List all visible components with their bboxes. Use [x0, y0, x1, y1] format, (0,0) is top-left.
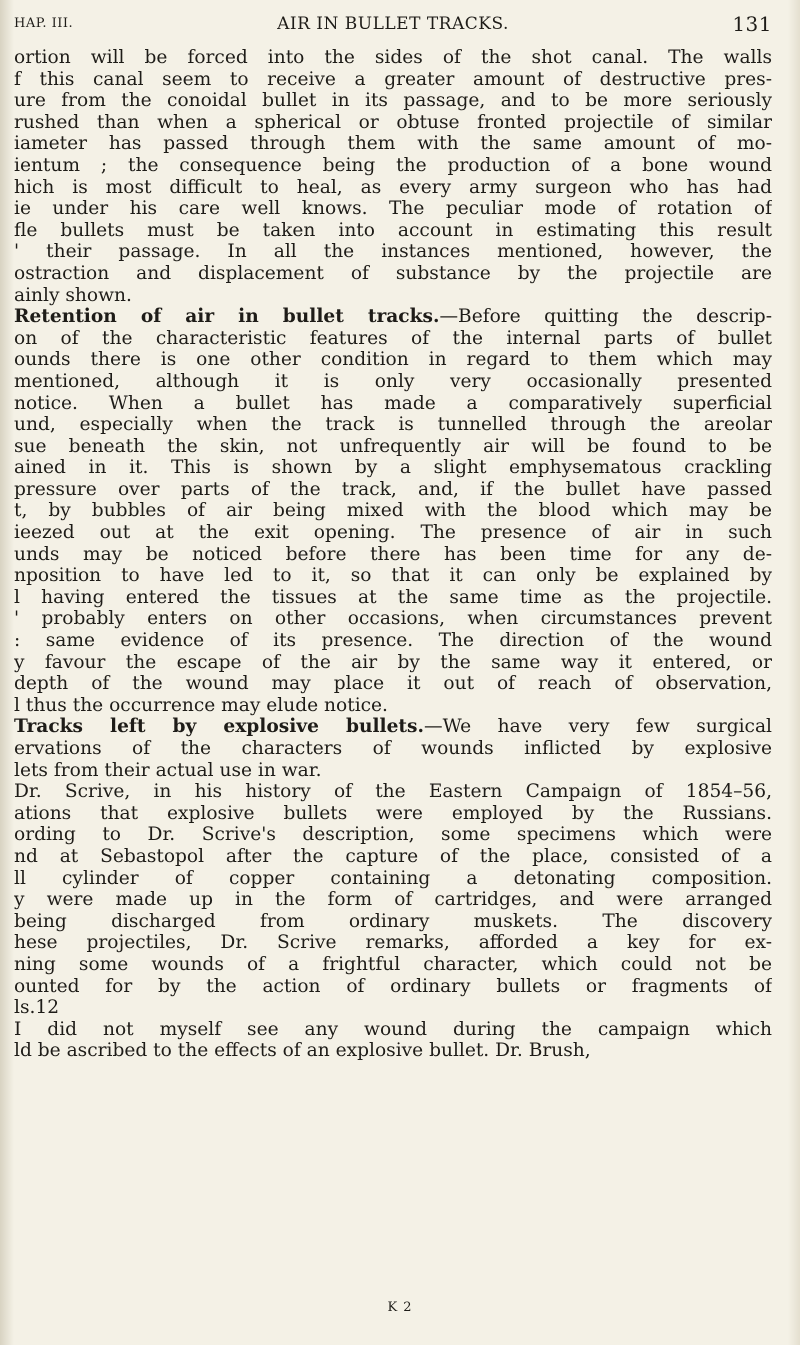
- text-line: [14, 220, 772, 242]
- text-line: [14, 198, 772, 220]
- line-text: hese projectiles, Dr. Scrive remarks, afforded a key for ex-: [14, 932, 772, 954]
- page-number: 131: [732, 12, 772, 36]
- line-text: f this canal seem to receive a greater amount of destructive pres-: [14, 68, 772, 90]
- text-line: [14, 868, 772, 890]
- line-text: notice. When a bullet has made a comparatively superficial: [14, 392, 772, 414]
- line-text: ounted for by the action of ordinary bullets or fragments of: [14, 975, 772, 997]
- text-line: [14, 263, 772, 285]
- line-text: pressure over parts of the track, and, if the bullet have passed: [14, 478, 772, 500]
- text-line: [14, 716, 772, 738]
- line-text: ' probably enters on other occasions, when circumstances prevent: [14, 608, 772, 630]
- text-line: [14, 500, 772, 522]
- text-line: [14, 241, 772, 263]
- page-gutter-shadow: [0, 0, 14, 1345]
- running-title: AIR IN BULLET TRACKS.: [277, 14, 509, 34]
- line-text: ained in it. This is shown by a slight emphysematous crackling: [14, 457, 772, 479]
- text-line: [14, 112, 772, 134]
- line-text: l having entered the tissues at the same time as the projectile.: [14, 586, 772, 608]
- text-line: [14, 630, 772, 652]
- page-edge-shadow: [788, 0, 800, 1345]
- line-text: nposition to have led to it, so that it can only be explained by: [14, 565, 772, 587]
- running-header: [14, 12, 772, 38]
- line-text: ording to Dr. Scrive's description, some specimens which were: [14, 824, 772, 846]
- line-text: ie under his care well knows. The peculiar mode of rotation of: [14, 198, 772, 220]
- text-line: [14, 133, 772, 155]
- line-text: —Before quitting the descrip-: [439, 306, 772, 328]
- line-text: ll cylinder of copper containing a detonating composition.: [14, 867, 772, 889]
- line-text: ervations of the characters of wounds inflicted by explosive: [14, 738, 772, 759]
- line-text: nd at Sebastopol after the capture of the place, consisted of a: [14, 845, 772, 867]
- text-line: [14, 371, 772, 393]
- body-text: [14, 47, 772, 1062]
- text-line: [14, 738, 772, 760]
- line-text: hich is most difficult to heal, as every army surgeon who has had: [14, 176, 772, 198]
- line-text: ainly shown.: [14, 284, 132, 306]
- line-text: : same evidence of its presence. The direction of the wound: [14, 630, 772, 652]
- text-line: [14, 932, 772, 954]
- line-text: mentioned, although it is only very occasionally presented: [14, 370, 772, 392]
- line-text: ' their passage. In all the instances mentioned, however, the: [14, 241, 772, 263]
- line-text: depth of the wound may place it out of reach of observation,: [14, 673, 772, 695]
- line-text: on of the characteristic features of the internal parts of bullet: [14, 327, 772, 349]
- line-text: ortion will be forced into the sides of the shot canal. The walls: [14, 47, 772, 68]
- line-text: ostraction and displacement of substance by the projectile are: [14, 262, 772, 284]
- text-line: [14, 954, 772, 976]
- text-line: [14, 846, 772, 868]
- line-text: sue beneath the skin, not unfrequently air will be found to be: [14, 435, 772, 457]
- line-text: l thus the occurrence may elude notice.: [14, 694, 388, 716]
- line-text: ientum ; the consequence being the production of a bone wound: [14, 154, 772, 176]
- line-text: rushed than when a spherical or obtuse fronted projectile of similar: [14, 111, 772, 133]
- text-line: [14, 306, 772, 328]
- text-line: [14, 479, 772, 501]
- line-text: being discharged from ordinary muskets. The discovery: [14, 910, 772, 932]
- line-text: ls.12: [14, 997, 60, 1019]
- line-text: iameter has passed through them with the same amount of mo-: [14, 133, 772, 155]
- text-line: [14, 393, 772, 415]
- text-line: [14, 47, 772, 69]
- line-text: y favour the escape of the air by the same way it entered, or: [14, 651, 772, 673]
- signature-mark: K 2: [387, 1300, 413, 1315]
- text-line: [14, 911, 772, 933]
- chapter-label: HAP. III.: [14, 16, 74, 31]
- line-text: ld be ascribed to the effects of an explosive bullet. Dr. Brush,: [14, 1040, 591, 1062]
- paragraph-heading: Retention of air in bullet tracks.: [14, 306, 440, 328]
- text-line: [14, 824, 772, 846]
- text-line: [14, 414, 772, 436]
- text-line: [14, 652, 772, 674]
- text-line: [14, 565, 772, 587]
- text-line: [14, 328, 772, 350]
- text-line: [14, 803, 772, 825]
- text-line: [14, 349, 772, 371]
- text-line: [14, 673, 772, 695]
- line-text: lets from their actual use in war.: [14, 759, 322, 781]
- line-text: ure from the conoidal bullet in its passage, and to be more seriously: [14, 90, 772, 112]
- text-line: [14, 544, 772, 566]
- line-text: ounds there is one other condition in regard to them which may: [14, 349, 772, 371]
- text-line: [14, 155, 772, 177]
- text-line: [14, 587, 772, 609]
- line-text: und, especially when the track is tunnelled through the areolar: [14, 414, 772, 436]
- line-text: unds may be noticed before there has been time for any de-: [14, 543, 772, 565]
- line-text: fle bullets must be taken into account in estimating this result: [14, 219, 772, 241]
- text-line: [14, 760, 772, 782]
- line-text: Dr. Scrive, in his history of the Eastern Campaign of 1854–56,: [14, 781, 772, 803]
- text-line: [14, 781, 772, 803]
- text-line: [14, 889, 772, 911]
- text-line: [14, 1019, 772, 1041]
- paragraph-heading: Tracks left by explosive bullets.: [14, 716, 424, 738]
- text-line: [14, 1040, 772, 1062]
- line-text: ning some wounds of a frightful character, which could not be: [14, 953, 772, 975]
- line-text: t, by bubbles of air being mixed with the blood which may be: [14, 500, 772, 522]
- text-line: [14, 522, 772, 544]
- line-text: ations that explosive bullets were employed by the Russians.: [14, 802, 772, 824]
- text-line: [14, 90, 772, 112]
- text-line: [14, 997, 772, 1019]
- line-text: I did not myself see any wound during the campaign which: [14, 1018, 772, 1040]
- text-line: [14, 976, 772, 998]
- line-text: y were made up in the form of cartridges, and were arranged: [14, 889, 772, 911]
- text-line: [14, 608, 772, 630]
- line-text: —We have very few surgical: [423, 716, 772, 738]
- text-line: [14, 457, 772, 479]
- text-line: [14, 695, 772, 717]
- text-line: [14, 69, 772, 91]
- text-line: [14, 285, 772, 307]
- text-line: [14, 177, 772, 199]
- text-line: [14, 436, 772, 458]
- line-text: ieezed out at the exit opening. The presence of air in such: [14, 522, 772, 544]
